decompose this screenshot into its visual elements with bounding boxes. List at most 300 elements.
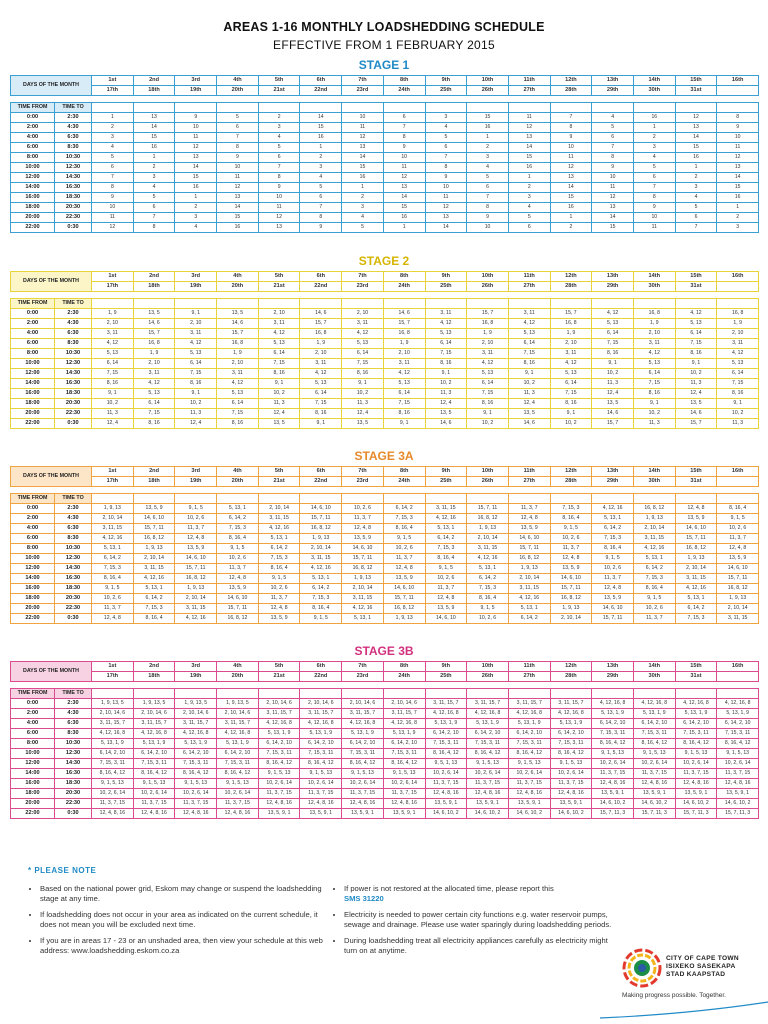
area-cell: 6, 14 (717, 369, 759, 379)
area-cell: 15 (133, 133, 175, 143)
area-cell: 8, 16, 4, 12 (383, 759, 425, 769)
area-cell: 14, 6 (425, 419, 467, 429)
area-cell: 8, 16, 4 (258, 564, 300, 574)
day-header: 15th (675, 467, 717, 477)
area-cell: 7, 15, 3, 11 (425, 739, 467, 749)
stage-title: STAGE 1 (358, 58, 410, 72)
area-cell: 9 (550, 133, 592, 143)
area-cell: 2, 10, 14 (550, 614, 592, 624)
area-cell: 3, 11, 15, 7 (342, 709, 384, 719)
area-cell: 2, 10 (342, 309, 384, 319)
area-cell: 3, 11, 15, 7 (217, 719, 259, 729)
area-cell: 1, 9, 13 (467, 524, 509, 534)
city-name-line: CITY OF CAPE TOWN (666, 955, 739, 962)
area-cell: 4 (342, 213, 384, 223)
area-cell: 9, 1 (300, 419, 342, 429)
area-cell: 13, 5 (258, 419, 300, 429)
area-cell: 2, 10 (467, 339, 509, 349)
area-cell: 10 (717, 133, 759, 143)
area-cell: 12, 4, 8 (425, 594, 467, 604)
area-cell: 12, 4, 8, 16 (550, 789, 592, 799)
area-cell: 15 (342, 163, 384, 173)
area-cell: 4 (300, 173, 342, 183)
page-subtitle: EFFECTIVE FROM 1 FEBRUARY 2015 (273, 38, 495, 52)
area-cell: 2 (300, 153, 342, 163)
empty-cell (550, 689, 592, 699)
area-cell: 15 (467, 113, 509, 123)
area-cell: 6, 14, 2, 10 (675, 719, 717, 729)
area-cell: 7, 15 (92, 369, 134, 379)
empty-cell (217, 299, 259, 309)
area-cell: 15, 7 (383, 319, 425, 329)
area-cell: 5, 13 (717, 359, 759, 369)
day-header: 23rd (342, 477, 384, 487)
area-cell: 13, 5, 9 (550, 564, 592, 574)
area-cell: 2, 10 (300, 349, 342, 359)
area-cell: 2, 10, 14 (300, 544, 342, 554)
time-to: 2:30 (55, 113, 92, 123)
area-cell: 14 (342, 153, 384, 163)
area-cell: 9 (592, 163, 634, 173)
time-from: 12:00 (11, 759, 55, 769)
area-cell: 4, 12, 16 (175, 614, 217, 624)
area-cell: 2, 10, 14 (92, 514, 134, 524)
time-from: 10:00 (11, 749, 55, 759)
area-cell: 12, 4, 8, 16 (467, 789, 509, 799)
day-header: 23rd (342, 282, 384, 292)
empty-cell (300, 103, 342, 113)
area-cell: 3, 11 (133, 369, 175, 379)
area-cell: 12, 4 (425, 399, 467, 409)
area-cell: 9 (175, 113, 217, 123)
day-header: 16th (717, 76, 759, 86)
area-cell: 10, 2 (92, 399, 134, 409)
area-cell: 3, 11, 15, 7 (550, 699, 592, 709)
area-cell: 11 (717, 143, 759, 153)
area-cell: 11, 3, 7, 15 (508, 779, 550, 789)
area-cell: 14, 6, 10 (717, 564, 759, 574)
area-cell: 15, 7, 11 (717, 574, 759, 584)
area-cell: 16 (383, 213, 425, 223)
area-cell: 2, 10, 14, 6 (300, 699, 342, 709)
schedule-row (11, 399, 759, 409)
area-cell: 14, 6 (675, 409, 717, 419)
area-cell: 6, 14 (342, 349, 384, 359)
time-from: 0:00 (11, 504, 55, 514)
area-cell: 10, 2, 6, 14 (258, 779, 300, 789)
area-cell: 2, 10, 14 (508, 574, 550, 584)
area-cell: 7, 15, 3, 11 (550, 739, 592, 749)
empty-cell (300, 689, 342, 699)
area-cell: 5, 13 (92, 349, 134, 359)
area-cell: 8 (217, 143, 259, 153)
area-cell: 10, 2, 6, 14 (133, 789, 175, 799)
schedule-row (11, 594, 759, 604)
time-from: 14:00 (11, 769, 55, 779)
area-cell: 8, 16, 4 (717, 504, 759, 514)
area-cell: 16, 8, 12 (550, 594, 592, 604)
area-cell: 14, 6, 10 (508, 534, 550, 544)
area-cell: 8, 16, 4 (425, 554, 467, 564)
day-header: 20th (217, 282, 259, 292)
area-cell: 4 (508, 203, 550, 213)
area-cell: 16, 8, 12 (175, 574, 217, 584)
area-cell: 13, 5, 9, 1 (300, 809, 342, 819)
area-cell: 9, 1, 5 (592, 554, 634, 564)
area-cell: 8, 16 (550, 399, 592, 409)
area-cell: 5, 13, 1, 9 (92, 739, 134, 749)
schedule-row (11, 223, 759, 233)
area-cell: 2 (508, 183, 550, 193)
area-cell: 10 (258, 193, 300, 203)
area-cell: 6, 14, 2, 10 (467, 729, 509, 739)
area-cell: 10, 2, 6, 14 (508, 769, 550, 779)
area-cell: 4 (467, 163, 509, 173)
area-cell: 10, 2, 6 (258, 584, 300, 594)
day-header: 24th (383, 282, 425, 292)
day-header: 23rd (342, 86, 384, 96)
schedule-row (11, 153, 759, 163)
empty-cell (217, 689, 259, 699)
area-cell: 9 (383, 143, 425, 153)
area-cell: 12, 4, 8, 16 (300, 799, 342, 809)
area-cell: 14, 6 (592, 409, 634, 419)
area-cell: 9, 1, 5 (175, 504, 217, 514)
time-from: 2:00 (11, 319, 55, 329)
area-cell: 4, 12 (425, 319, 467, 329)
area-cell: 10, 2 (467, 419, 509, 429)
area-cell: 9, 1 (550, 409, 592, 419)
area-cell: 2, 10 (175, 319, 217, 329)
area-cell: 11, 3, 7, 15 (425, 779, 467, 789)
area-cell: 12, 4 (508, 399, 550, 409)
day-header: 13th (592, 662, 634, 672)
area-cell: 8, 16, 4, 12 (675, 739, 717, 749)
time-from: 12:00 (11, 564, 55, 574)
stage-3a-table (10, 466, 759, 624)
day-header: 31st (675, 86, 717, 96)
note-item: • During loadshedding treat all electricity appliances carefully as electricity might turn on at anytime. (344, 936, 622, 956)
day-header: 6th (300, 467, 342, 477)
area-cell: 11, 3, 7 (633, 614, 675, 624)
area-cell: 3, 11, 15 (633, 534, 675, 544)
days-of-month-header: DAYS OF THE MONTH (11, 662, 92, 682)
area-cell: 16, 8, 12 (217, 614, 259, 624)
area-cell: 8, 16, 4, 12 (342, 759, 384, 769)
area-cell: 1, 9, 13 (133, 544, 175, 554)
area-cell: 12, 4, 8 (383, 564, 425, 574)
area-cell: 16 (508, 163, 550, 173)
day-header: 19th (175, 477, 217, 487)
area-cell: 11, 3, 7 (92, 604, 134, 614)
day-header: 18th (133, 672, 175, 682)
area-cell: 4 (92, 143, 134, 153)
area-cell: 7, 15, 3, 11 (592, 729, 634, 739)
area-cell: 6 (425, 143, 467, 153)
day-header: 16th (717, 272, 759, 282)
empty-cell (550, 494, 592, 504)
area-cell: 7, 15 (383, 399, 425, 409)
area-cell: 10, 2, 6, 14 (550, 769, 592, 779)
area-cell: 3, 11, 15, 7 (300, 709, 342, 719)
area-cell: 14, 6, 10, 2 (633, 799, 675, 809)
area-cell: 15, 7, 11, 3 (675, 809, 717, 819)
area-cell: 12, 4, 8, 16 (675, 779, 717, 789)
area-cell: 8, 16 (217, 419, 259, 429)
time-from-header: TIME FROM (11, 103, 55, 113)
time-to: 20:30 (55, 203, 92, 213)
area-cell: 8, 16, 4, 12 (258, 759, 300, 769)
area-cell: 8, 16, 4, 12 (92, 769, 134, 779)
empty-cell (383, 299, 425, 309)
area-cell: 5, 13 (675, 319, 717, 329)
area-cell: 11, 3 (592, 379, 634, 389)
area-cell: 9, 1, 5, 13 (717, 749, 759, 759)
area-cell: 10, 2, 6, 14 (425, 769, 467, 779)
stage-title: STAGE 2 (358, 254, 410, 268)
area-cell: 7, 15, 3, 11 (717, 729, 759, 739)
area-cell: 4 (258, 133, 300, 143)
empty-cell (342, 689, 384, 699)
time-from: 10:00 (11, 554, 55, 564)
area-cell: 8, 16, 4, 12 (550, 749, 592, 759)
area-cell: 4, 12 (633, 349, 675, 359)
area-cell: 8 (92, 183, 134, 193)
area-cell: 14 (675, 133, 717, 143)
area-cell: 8, 16 (300, 409, 342, 419)
schedule-row (11, 514, 759, 524)
time-to: 2:30 (55, 699, 92, 709)
day-header: 18th (133, 86, 175, 96)
area-cell: 9, 1, 5 (467, 604, 509, 614)
area-cell: 8 (383, 133, 425, 143)
area-cell: 4, 12, 16 (133, 574, 175, 584)
area-cell: 11, 3, 7, 15 (592, 769, 634, 779)
area-cell: 4, 12, 16, 8 (425, 709, 467, 719)
area-cell: 6, 14 (258, 349, 300, 359)
time-to: 8:30 (55, 534, 92, 544)
area-cell: 3 (92, 133, 134, 143)
area-cell: 15, 7, 11 (217, 604, 259, 614)
schedule-row (11, 504, 759, 514)
area-cell: 4, 12, 16 (508, 594, 550, 604)
area-cell: 3, 11, 15, 7 (467, 699, 509, 709)
area-cell: 1 (175, 193, 217, 203)
area-cell: 5, 13, 1, 9 (425, 719, 467, 729)
area-cell: 11, 3 (675, 379, 717, 389)
area-cell: 11, 3, 7, 15 (633, 769, 675, 779)
time-from: 4:00 (11, 524, 55, 534)
time-to: 16:30 (55, 574, 92, 584)
area-cell: 8, 16, 4, 12 (175, 769, 217, 779)
area-cell: 12, 4, 8, 16 (633, 779, 675, 789)
empty-cell (217, 494, 259, 504)
area-cell: 8, 16 (717, 389, 759, 399)
area-cell: 13 (342, 143, 384, 153)
spacer-cell (11, 487, 759, 494)
area-cell: 16, 8 (383, 329, 425, 339)
area-cell: 11 (342, 123, 384, 133)
area-cell: 16, 8 (633, 309, 675, 319)
page-title: AREAS 1-16 MONTHLY LOADSHEDDING SCHEDULE (223, 20, 545, 34)
area-cell: 6, 14, 2, 10 (592, 719, 634, 729)
area-cell: 11, 3, 7, 15 (300, 789, 342, 799)
area-cell: 5, 13, 1 (675, 594, 717, 604)
area-cell: 14, 6, 10, 2 (675, 799, 717, 809)
area-cell: 12, 4, 8 (550, 554, 592, 564)
area-cell: 9, 1, 5 (633, 594, 675, 604)
area-cell: 11, 3, 7 (592, 574, 634, 584)
area-cell: 1, 9, 13, 5 (217, 699, 259, 709)
day-header: 4th (217, 467, 259, 477)
day-header: 3rd (175, 272, 217, 282)
area-cell: 3 (258, 123, 300, 133)
time-to: 16:30 (55, 379, 92, 389)
area-cell: 13 (133, 113, 175, 123)
day-header: 22nd (300, 86, 342, 96)
stage-title: STAGE 3A (354, 449, 414, 463)
empty-cell (592, 494, 634, 504)
area-cell: 7, 15, 3 (592, 534, 634, 544)
area-cell: 9, 1 (175, 389, 217, 399)
area-cell: 7, 15 (592, 339, 634, 349)
schedule-row (11, 133, 759, 143)
area-cell: 1, 9, 13 (633, 514, 675, 524)
area-cell: 9, 1 (717, 399, 759, 409)
day-header: 10th (467, 467, 509, 477)
area-cell: 1, 9 (467, 329, 509, 339)
area-cell: 6, 14 (133, 399, 175, 409)
spacer-cell (11, 682, 759, 689)
tagline: Making progress possible. Together. (622, 992, 726, 999)
area-cell: 12 (258, 213, 300, 223)
area-cell: 3 (133, 173, 175, 183)
area-cell: 8, 16 (508, 359, 550, 369)
area-cell: 13, 5, 9, 1 (675, 789, 717, 799)
area-cell: 9 (258, 183, 300, 193)
area-cell: 14 (300, 113, 342, 123)
area-cell: 14, 6, 10 (217, 594, 259, 604)
area-cell: 12, 4, 8, 16 (508, 789, 550, 799)
area-cell: 14 (550, 183, 592, 193)
area-cell: 13, 5 (592, 399, 634, 409)
area-cell: 5, 13, 1, 9 (258, 729, 300, 739)
area-cell: 8, 16, 4, 12 (508, 749, 550, 759)
area-cell: 5, 13 (633, 359, 675, 369)
area-cell: 4, 12, 16, 8 (550, 709, 592, 719)
area-cell: 7 (133, 213, 175, 223)
area-cell: 16 (675, 153, 717, 163)
area-cell: 11, 3, 7, 15 (133, 799, 175, 809)
area-cell: 15 (675, 143, 717, 153)
area-cell: 13, 5 (425, 409, 467, 419)
area-cell: 10, 2 (592, 369, 634, 379)
area-cell: 1, 9, 13 (300, 534, 342, 544)
time-from: 10:00 (11, 359, 55, 369)
day-header: 6th (300, 76, 342, 86)
area-cell: 14, 6, 10 (133, 514, 175, 524)
area-cell: 9, 5, 1, 13 (425, 759, 467, 769)
area-cell: 13, 5, 9 (717, 554, 759, 564)
area-cell: 10, 2, 6 (550, 534, 592, 544)
empty-cell (258, 494, 300, 504)
area-cell: 15, 7 (300, 319, 342, 329)
empty-cell (175, 689, 217, 699)
area-cell: 5, 13, 1 (258, 534, 300, 544)
area-cell: 7, 15 (675, 339, 717, 349)
day-header: 23rd (342, 672, 384, 682)
area-cell: 3, 11 (175, 329, 217, 339)
time-from: 6:00 (11, 729, 55, 739)
area-cell: 5, 13 (467, 369, 509, 379)
schedule-row (11, 554, 759, 564)
area-cell: 11, 3, 7, 15 (342, 789, 384, 799)
schedule-row (11, 729, 759, 739)
schedule-row (11, 143, 759, 153)
area-cell: 12, 4, 8, 16 (425, 789, 467, 799)
area-cell: 7, 15, 3, 11 (300, 749, 342, 759)
area-cell: 2, 10 (383, 349, 425, 359)
area-cell: 10, 2 (675, 369, 717, 379)
sms-number: SMS 31220 (344, 894, 384, 903)
area-cell: 2 (550, 223, 592, 233)
area-cell: 11, 3, 7, 15 (383, 789, 425, 799)
area-cell: 3, 11 (633, 339, 675, 349)
area-cell: 5 (467, 173, 509, 183)
area-cell: 4, 12, 16, 8 (675, 699, 717, 709)
time-from: 2:00 (11, 123, 55, 133)
area-cell: 1 (383, 223, 425, 233)
area-cell: 10, 2 (717, 409, 759, 419)
empty-cell (508, 103, 550, 113)
day-header: 8th (383, 467, 425, 477)
area-cell: 9 (633, 203, 675, 213)
area-cell: 9, 1, 5 (425, 564, 467, 574)
area-cell: 6, 14, 2, 10 (383, 739, 425, 749)
area-cell: 14, 6, 10 (175, 554, 217, 564)
area-cell: 2, 10 (217, 359, 259, 369)
area-cell: 15, 7, 11 (175, 564, 217, 574)
area-cell: 5, 13, 1 (217, 504, 259, 514)
area-cell: 1, 9, 13 (383, 614, 425, 624)
area-cell: 8, 16 (675, 349, 717, 359)
area-cell: 4, 12 (675, 309, 717, 319)
time-from-header: TIME FROM (11, 299, 55, 309)
area-cell: 3, 11, 15 (258, 514, 300, 524)
time-from: 22:00 (11, 223, 55, 233)
area-cell: 6, 14, 2, 10 (258, 739, 300, 749)
area-cell: 8 (425, 163, 467, 173)
empty-cell (675, 299, 717, 309)
time-to: 0:30 (55, 614, 92, 624)
area-cell: 5 (342, 223, 384, 233)
area-cell: 10, 2 (633, 409, 675, 419)
schedule-row (11, 574, 759, 584)
city-logo-icon (622, 948, 662, 988)
time-from: 0:00 (11, 699, 55, 709)
area-cell: 13, 5, 9, 1 (258, 809, 300, 819)
swoosh-decoration (600, 1000, 768, 1024)
area-cell: 1, 9, 13 (342, 574, 384, 584)
day-header: 21st (258, 282, 300, 292)
day-header: 29th (592, 86, 634, 96)
time-from: 4:00 (11, 719, 55, 729)
area-cell: 9, 1 (342, 379, 384, 389)
day-header: 30th (633, 86, 675, 96)
area-cell: 3, 11, 15, 7 (425, 699, 467, 709)
area-cell: 16 (175, 183, 217, 193)
area-cell: 6, 14, 2, 10 (175, 749, 217, 759)
